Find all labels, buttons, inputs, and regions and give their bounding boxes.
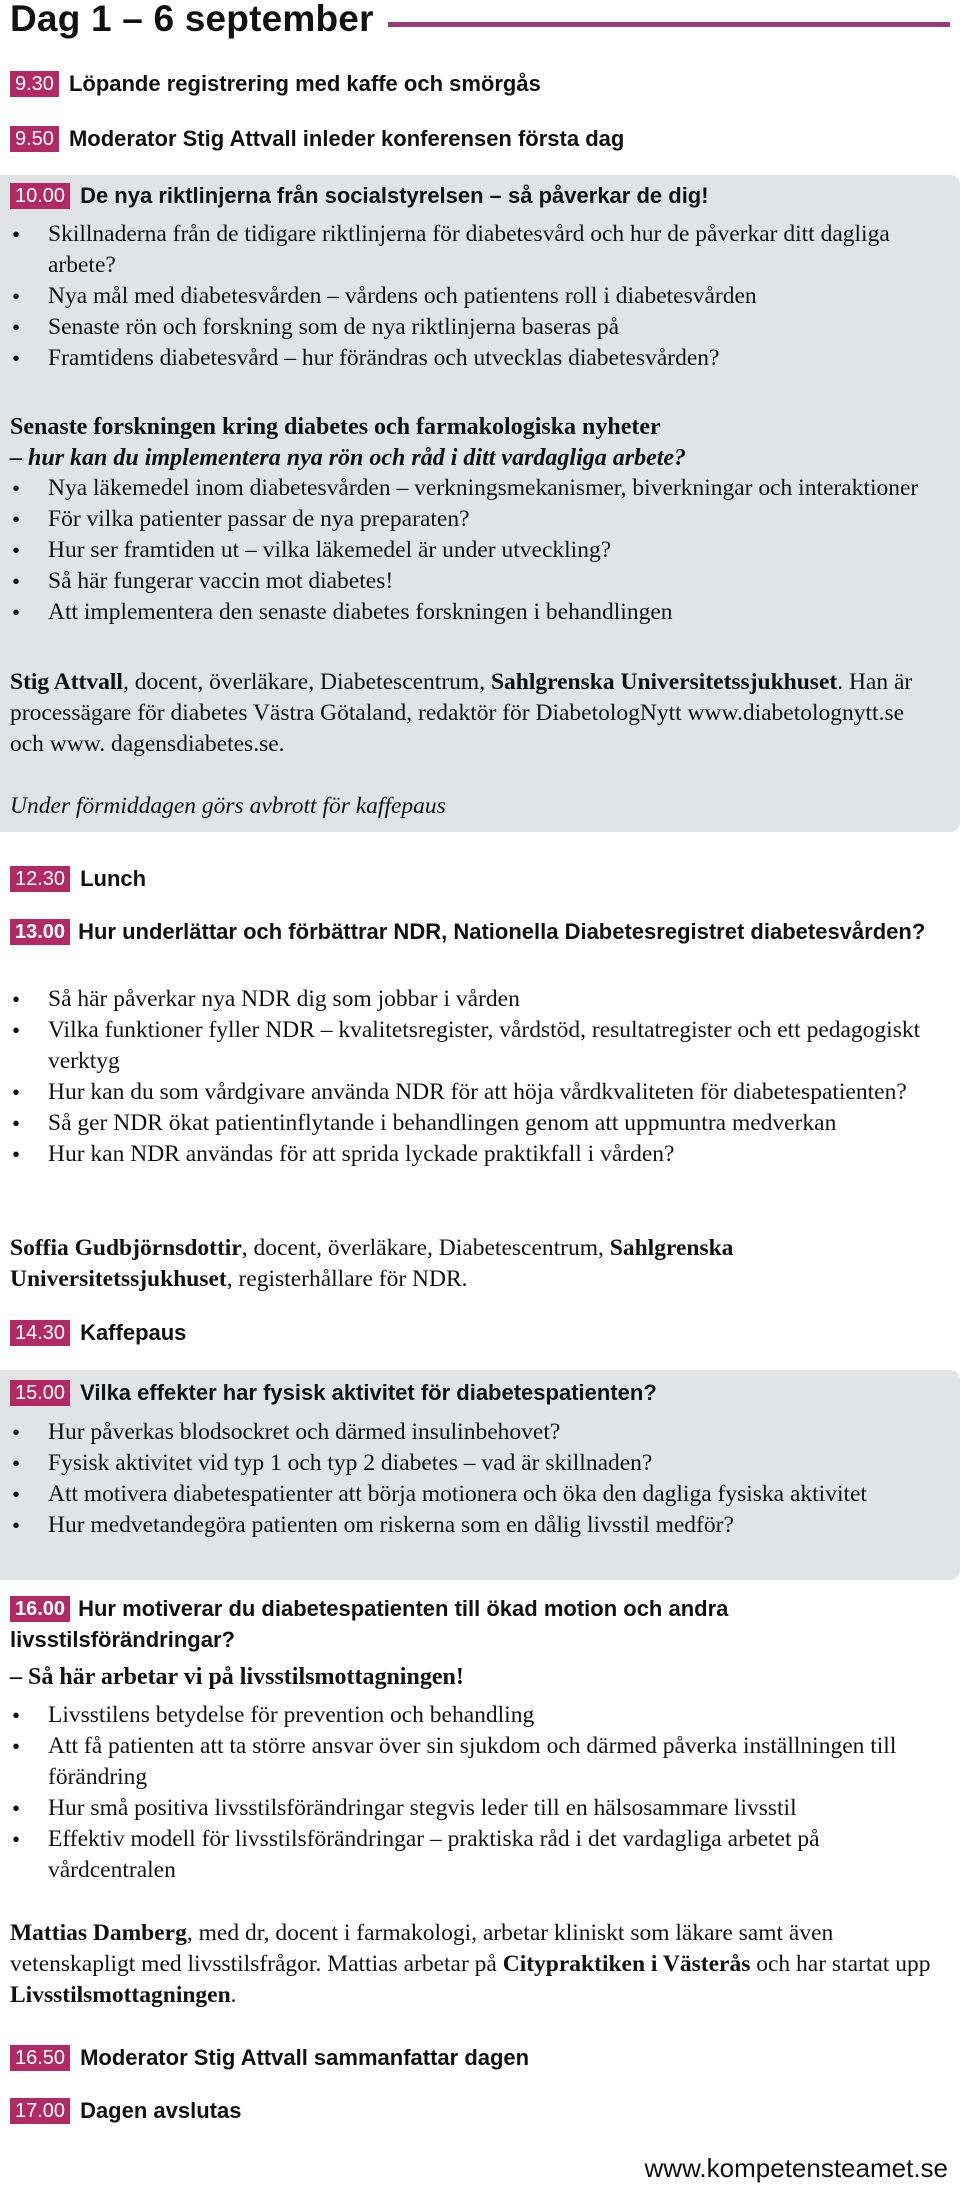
speaker-org: Sahlgrenska Universitetssjukhuset xyxy=(10,1235,734,1292)
list-item: • Nya mål med diabetesvården – vårdens och patientens roll i diabetesvården xyxy=(10,281,935,312)
speaker-org: Sahlgrenska Universitetssjukhuset xyxy=(490,669,838,695)
list-item: • Hur kan du som vårdgivare använda NDR för att höja vårdkvaliteten för diabetespatienten? xyxy=(10,1077,935,1108)
speaker-org-1: Citypraktiken i Västerås xyxy=(502,1951,751,1977)
speaker-name: Soffia Gudbjörnsdottir xyxy=(10,1235,242,1261)
time-badge: 14.30 xyxy=(10,1320,70,1346)
session-title: Hur underlättar och förbättrar NDR, Nationella Diabetesregistret diabetesvården? xyxy=(78,919,926,944)
time-badge: 13.00 xyxy=(10,919,70,945)
subheading-line-1: Senaste forskningen kring diabetes och farmakologiska nyheter xyxy=(10,414,661,440)
bullet-list-lakemedel xyxy=(10,473,935,628)
speaker-role: , docent, överläkare, Diabetescentrum, xyxy=(241,1235,610,1261)
session-title: Moderator Stig Attvall sammanfattar dagen xyxy=(80,2045,530,2070)
session-title: De nya riktlinjerna från socialstyrelsen – så påverkar de dig! xyxy=(80,183,709,208)
speaker-org-2: Livsstilsmottagningen xyxy=(10,1982,231,2008)
list-item: • Så ger NDR ökat patientinflytande i behandlingen genom att uppmuntra medverkan xyxy=(10,1108,935,1139)
list-item: • Livsstilens betydelse för prevention och behandling xyxy=(10,1700,935,1731)
time-badge: 15.00 xyxy=(10,1380,70,1406)
list-item: • Att få patienten att ta större ansvar över sin sjukdom och därmed påverka inställningen till förändring xyxy=(10,1731,935,1793)
session-1500-box xyxy=(0,1370,960,1580)
session-title: Hur motiverar du diabetespatienten till ökad motion och andra livsstilsförändringar? xyxy=(10,1596,729,1652)
session-title: Moderator Stig Attvall inleder konferensen första dag xyxy=(68,126,625,151)
session-1600-heading xyxy=(10,1593,940,1655)
speaker-name: Mattias Damberg xyxy=(10,1920,187,1946)
session-title: Löpande registrering med kaffe och smörgås xyxy=(68,71,541,96)
session-0930 xyxy=(10,71,950,99)
list-item: • För vilka patienter passar de nya preparaten? xyxy=(10,504,935,535)
speaker-bio xyxy=(10,1918,935,2011)
list-item: • Skillnaderna från de tidigare riktlinjerna för diabetesvård och hur de påverkar ditt dagliga arbete? xyxy=(10,219,935,281)
list-item: • Hur kan NDR användas för att sprida lyckade praktikfall i vården? xyxy=(10,1139,935,1170)
time-badge: 9.30 xyxy=(10,71,59,97)
subheading-livsstil: – Så här arbetar vi på livsstilsmottagningen! xyxy=(10,1664,464,1690)
bullet-list-livsstil xyxy=(10,1700,935,1886)
session-1300-heading xyxy=(10,916,940,947)
break-note: Under förmiddagen görs avbrott för kaffepaus xyxy=(10,793,446,819)
session-0950 xyxy=(10,126,950,154)
session-1000-heading xyxy=(10,183,950,211)
bullet-list-ndr xyxy=(10,984,935,1170)
time-badge: 16.00 xyxy=(10,1596,70,1622)
subheading-forskning xyxy=(10,412,950,474)
session-1230 xyxy=(10,866,950,894)
list-item: • Så här fungerar vaccin mot diabetes! xyxy=(10,566,935,597)
session-1500-heading xyxy=(10,1380,950,1408)
subheading-line-2: – hur kan du implementera nya rön och råd i ditt vardagliga arbete? xyxy=(10,445,687,471)
speaker-text-1: , med dr, docent i farmakologi, arbetar kliniskt som läkare samt även vetenskapligt med livsstilsfrågor. Mattias arbetar på xyxy=(10,1920,834,1977)
list-item: • Så här påverkar nya NDR dig som jobbar i vården xyxy=(10,984,935,1015)
speaker-bio xyxy=(10,667,935,760)
time-badge: 16.50 xyxy=(10,2045,70,2071)
time-badge: 10.00 xyxy=(10,183,70,209)
list-item: • Att motivera diabetespatienter att börja motionera och öka den dagliga fysiska aktivitet xyxy=(10,1479,935,1510)
speaker-text-3: . xyxy=(230,1982,237,2008)
session-title: Dagen avslutas xyxy=(80,2098,242,2123)
speaker-rest: , registerhållare för NDR. xyxy=(226,1266,468,1292)
list-item: • Senaste rön och forskning som de nya riktlinjerna baseras på xyxy=(10,312,935,343)
list-item: • Att implementera den senaste diabetes forskningen i behandlingen xyxy=(10,597,935,628)
session-1000-box xyxy=(0,175,960,832)
speaker-bio xyxy=(10,1233,935,1295)
list-item: • Nya läkemedel inom diabetesvården – verkningsmekanismer, biverkningar och interaktioner xyxy=(10,473,935,504)
session-1650 xyxy=(10,2045,950,2073)
list-item: • Vilka funktioner fyller NDR – kvalitetsregister, vårdstöd, resultatregister och ett pedagogiskt verktyg xyxy=(10,1015,935,1077)
day-title: Dag 1 – 6 september xyxy=(10,0,374,39)
session-1700 xyxy=(10,2098,950,2126)
session-title: Kaffepaus xyxy=(80,1320,187,1345)
session-1430 xyxy=(10,1320,950,1348)
list-item: • Effektiv modell för livsstilsförändringar – praktiska råd i det vardagliga arbetet på vårdcentralen xyxy=(10,1824,935,1886)
speaker-name: Stig Attvall xyxy=(10,669,123,695)
list-item: • Hur medvetandegöra patienten om riskerna som en dålig livsstil medför? xyxy=(10,1510,935,1541)
list-item: • Framtidens diabetesvård – hur förändras och utvecklas diabetesvården? xyxy=(10,343,935,374)
list-item: • Hur små positiva livsstilsförändringar stegvis leder till en hälsosammare livsstil xyxy=(10,1793,935,1824)
footer-url[interactable]: www.kompetensteamet.se xyxy=(644,2153,948,2183)
session-title: Lunch xyxy=(80,866,147,891)
session-title: Vilka effekter har fysisk aktivitet för diabetespatienten? xyxy=(80,1380,657,1405)
bullet-list-riktlinjer xyxy=(10,219,935,374)
time-badge: 12.30 xyxy=(10,866,70,892)
list-item: • Hur påverkas blodsockret och därmed insulinbehovet? xyxy=(10,1417,935,1448)
time-badge: 9.50 xyxy=(10,126,59,152)
time-badge: 17.00 xyxy=(10,2098,70,2124)
list-item: • Fysisk aktivitet vid typ 1 och typ 2 diabetes – vad är skillnaden? xyxy=(10,1448,935,1479)
speaker-role: , docent, överläkare, Diabetescentrum, xyxy=(122,669,491,695)
day-header xyxy=(10,0,950,38)
header-rule xyxy=(388,22,950,27)
speaker-rest: . Han är processägare för diabetes Västra Götaland, redaktör för DiabetologNytt www.diabetolognytt.se och www. dagensdiabetes.se. xyxy=(10,669,913,757)
bullet-list-fysisk-aktivitet xyxy=(10,1417,935,1541)
speaker-text-2: och har startat upp xyxy=(750,1951,931,1977)
list-item: • Hur ser framtiden ut – vilka läkemedel är under utveckling? xyxy=(10,535,935,566)
